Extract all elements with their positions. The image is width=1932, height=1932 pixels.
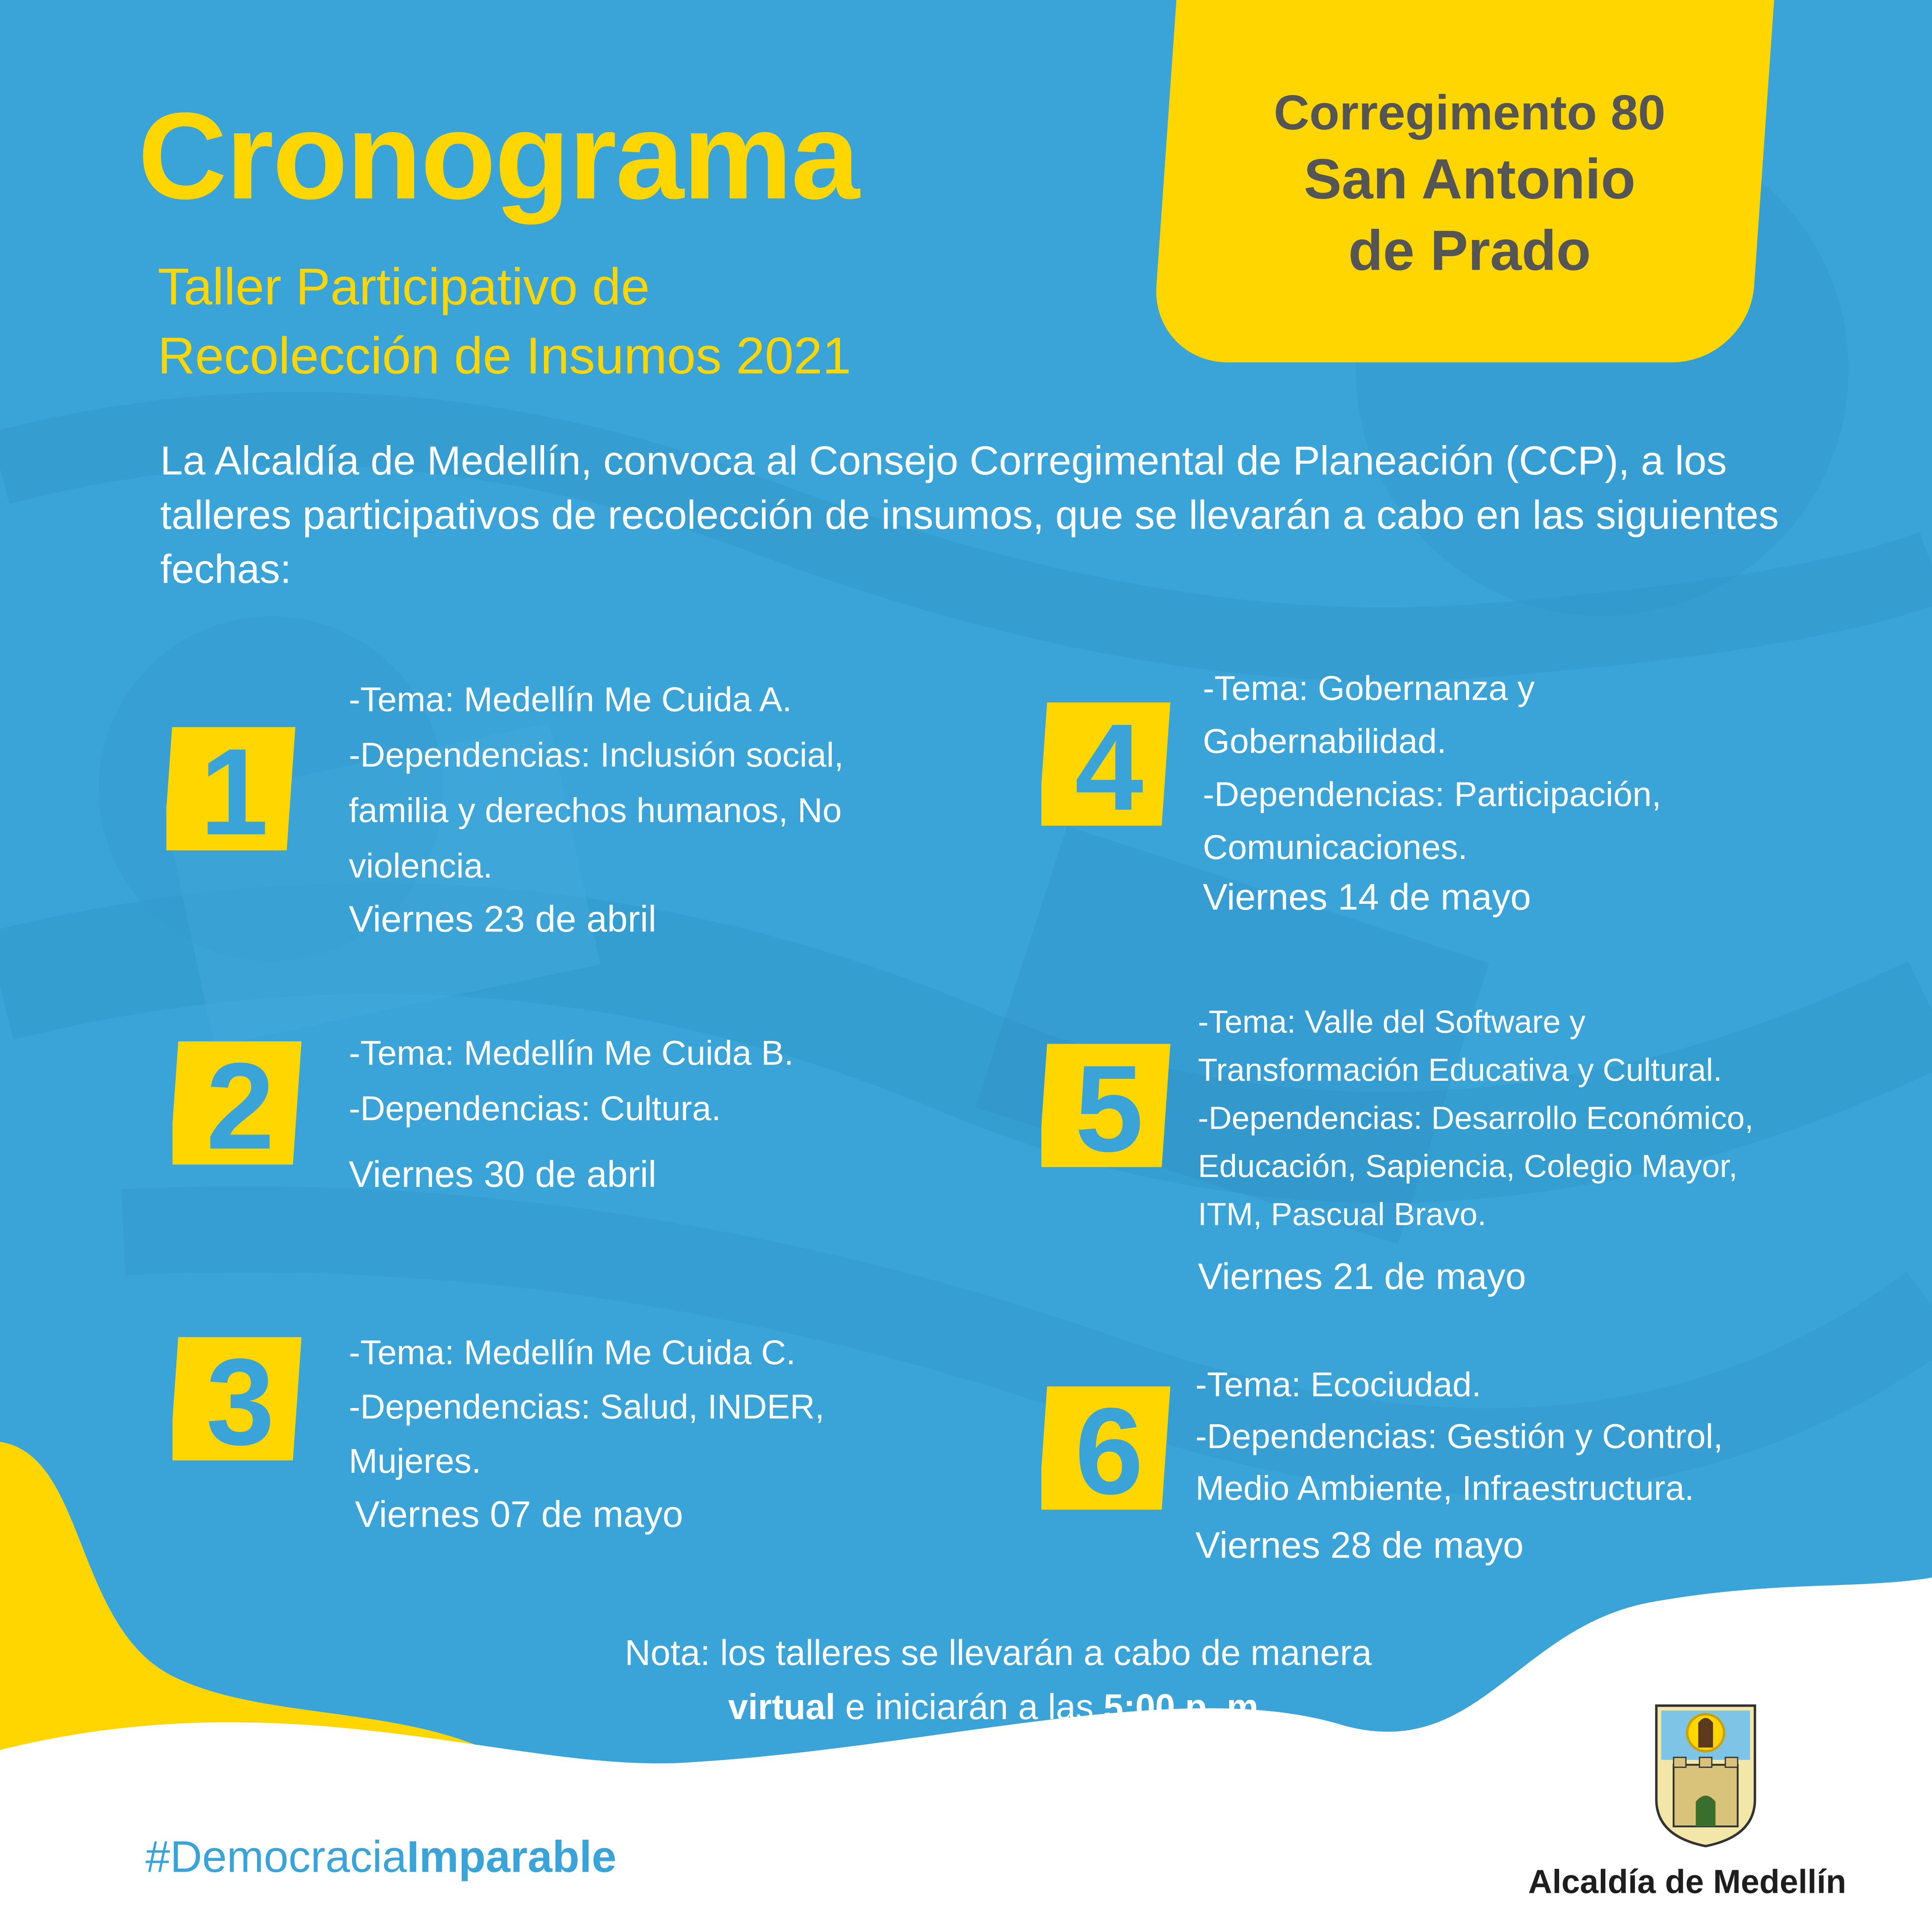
hashtag-prefix: #Democracia — [145, 1831, 407, 1882]
number-badge-6 — [1041, 1380, 1177, 1516]
item-1-line: -Tema: Medellín Me Cuida A. — [349, 680, 792, 719]
note-line2 — [468, 1681, 1528, 1735]
item-2-details — [349, 1026, 794, 1136]
note-virtual: virtual — [728, 1688, 835, 1728]
note-middle: e iniciarán a las — [835, 1688, 1104, 1728]
number-badge-1 — [167, 721, 302, 857]
number-4-label: 4 — [1075, 698, 1144, 832]
item-5-line: -Dependencias: Desarrollo Económico, — [1198, 1099, 1754, 1136]
item-6-date: Viernes 28 de mayo — [1195, 1526, 1524, 1566]
item-2-line: -Tema: Medellín Me Cuida B. — [349, 1034, 794, 1072]
location-line1: Corregimento 80 — [1274, 86, 1666, 141]
hashtag — [145, 1831, 616, 1883]
item-6-line: -Dependencias: Gestión y Control, — [1195, 1417, 1723, 1456]
item-1-details — [349, 672, 844, 893]
location-label — [1226, 84, 1713, 286]
page-subtitle — [158, 253, 851, 391]
intro-paragraph: La Alcaldía de Medellín, convoca al Consejo Corregimental de Planeación (CCP), a los talleres participativos de recolección de insumos, que se llevarán a cabo en las siguientes fechas: — [160, 437, 1779, 592]
item-3-date: Viernes 07 de mayo — [355, 1495, 683, 1536]
number-1-label: 1 — [200, 723, 269, 857]
item-3-line: Mujeres. — [349, 1442, 481, 1480]
number-badge-5 — [1041, 1037, 1177, 1173]
item-1-line: violencia. — [349, 847, 493, 885]
subtitle-line1: Taller Participativo de — [158, 257, 650, 316]
number-3-label: 3 — [206, 1333, 275, 1467]
item-4-details — [1203, 662, 1661, 874]
item-5-line: Educación, Sapiencia, Colegio Mayor, — [1198, 1147, 1738, 1185]
item-6-line: -Tema: Ecociudad. — [1195, 1365, 1481, 1404]
location-line2: San Antonio — [1304, 146, 1636, 211]
number-2-label: 2 — [206, 1037, 275, 1171]
item-3-line: -Dependencias: Salud, INDER, — [349, 1388, 825, 1426]
item-2-line: -Dependencias: Cultura. — [349, 1089, 721, 1128]
item-5-date: Viernes 21 de mayo — [1198, 1257, 1526, 1298]
medellin-coat-of-arms-icon — [1649, 1701, 1762, 1849]
brand-name: Alcaldía de Medellín — [1528, 1863, 1847, 1901]
item-1-line: -Dependencias: Inclusión social, — [349, 736, 844, 774]
note — [468, 1627, 1528, 1735]
item-3-details — [349, 1326, 825, 1489]
item-3-line: -Tema: Medellín Me Cuida C. — [349, 1333, 796, 1372]
item-5-line: -Tema: Valle del Software y — [1198, 1003, 1586, 1040]
note-line1: Nota: los talleres se llevarán a cabo de manera — [624, 1634, 1372, 1674]
location-line3: de Prado — [1348, 218, 1591, 282]
item-6-details — [1196, 1359, 1723, 1515]
number-5-label: 5 — [1075, 1039, 1144, 1173]
number-badge-2 — [173, 1035, 308, 1171]
item-4-line: -Dependencias: Participación, — [1202, 775, 1662, 814]
number-6-label: 6 — [1075, 1382, 1144, 1516]
item-1-date: Viernes 23 de abril — [349, 900, 656, 940]
item-4-line: -Tema: Gobernanza y — [1202, 669, 1535, 707]
number-badge-3 — [173, 1331, 308, 1467]
item-5-line: Transformación Educativa y Cultural. — [1198, 1051, 1722, 1088]
item-4-line: Gobernabilidad. — [1202, 722, 1447, 760]
item-6-line: Medio Ambiente, Infraestructura. — [1195, 1469, 1694, 1507]
item-4-line: Comunicaciones. — [1202, 828, 1468, 867]
item-1-line: familia y derechos humanos, No — [349, 791, 842, 830]
note-time: 5:00 p. m. — [1103, 1688, 1269, 1728]
item-5-line: ITM, Pascual Bravo. — [1198, 1195, 1486, 1233]
subtitle-line2: Recolección de Insumos 2021 — [158, 327, 851, 385]
number-badge-4 — [1041, 696, 1177, 832]
page-title: Cronograma — [138, 87, 859, 226]
item-5-details — [1198, 998, 1753, 1238]
item-2-date: Viernes 30 de abril — [349, 1155, 656, 1196]
hashtag-bold: Imparable — [406, 1831, 617, 1882]
item-4-date: Viernes 14 de mayo — [1202, 877, 1531, 918]
